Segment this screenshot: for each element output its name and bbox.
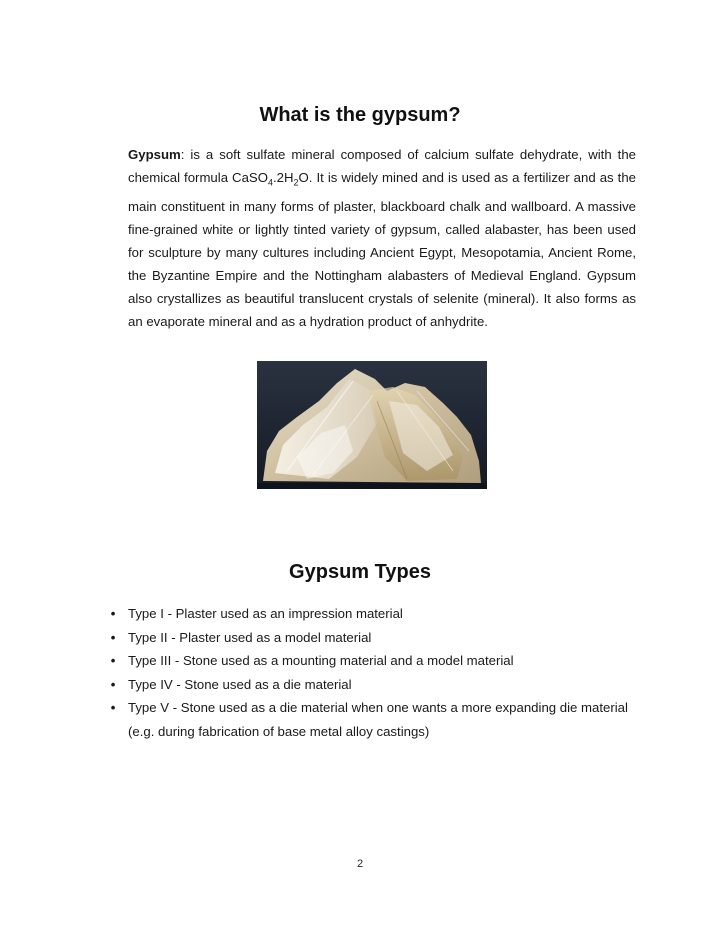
list-item-text: Type II - Plaster used as a model material bbox=[128, 629, 372, 645]
bullet-icon: • bbox=[110, 653, 116, 668]
list-item bbox=[108, 626, 638, 650]
bullet-icon: • bbox=[110, 700, 116, 715]
bullet-icon: • bbox=[110, 676, 116, 692]
description-part-2: .2H bbox=[272, 170, 294, 185]
list-item-text: Type V - Stone used as a die material when one wants a more expanding die material (e.g. during fabrication of base metal alloy castings) bbox=[128, 700, 628, 739]
description-part-1: : is a soft sulfate mineral composed of calcium sulfate dehydrate, with the chemical formula CaSO bbox=[128, 147, 636, 185]
formula-subscript-2: 2 bbox=[293, 177, 299, 188]
page-number: 2 bbox=[356, 858, 364, 870]
list-item-text: Type I - Plaster used as an impression material bbox=[128, 606, 403, 621]
list-item bbox=[108, 673, 638, 697]
section-title-types: Gypsum Types bbox=[289, 561, 431, 583]
bullet-icon: • bbox=[110, 629, 116, 645]
formula-subscript-4: 4 bbox=[267, 177, 273, 188]
bullet-icon: • bbox=[110, 606, 116, 621]
section-title-gypsum: What is the gypsum? bbox=[259, 104, 461, 126]
crystal-illustration bbox=[257, 361, 487, 489]
list-item bbox=[108, 696, 638, 743]
list-item-text: Type III - Stone used as a mounting material and a model material bbox=[128, 653, 514, 668]
gypsum-crystal-image bbox=[257, 361, 487, 489]
list-item bbox=[108, 649, 638, 673]
gypsum-types-list bbox=[108, 602, 638, 743]
description-part-3: O. It is widely mined and is used as a fertilizer and as the main constituent in many forms of plaster, blackboard chalk and wallboard. A massive fine-grained white or lightly tinted variety of gypsum, called alabaster, has been used for sculpture by many cultures including Ancient Egypt, Mesopotamia, Ancient Rome, the Byzantine Empire and the Nottingham alabasters of Medieval England. Gypsum also crystallizes as beautiful translucent crystals of selenite (mineral). It also forms as an evaporate mineral and as a hydration product of anhydrite. bbox=[128, 170, 636, 329]
list-item-text: Type IV - Stone used as a die material bbox=[128, 676, 352, 692]
gypsum-term: Gypsum bbox=[128, 147, 181, 162]
gypsum-description bbox=[128, 143, 636, 333]
list-item bbox=[108, 602, 638, 626]
